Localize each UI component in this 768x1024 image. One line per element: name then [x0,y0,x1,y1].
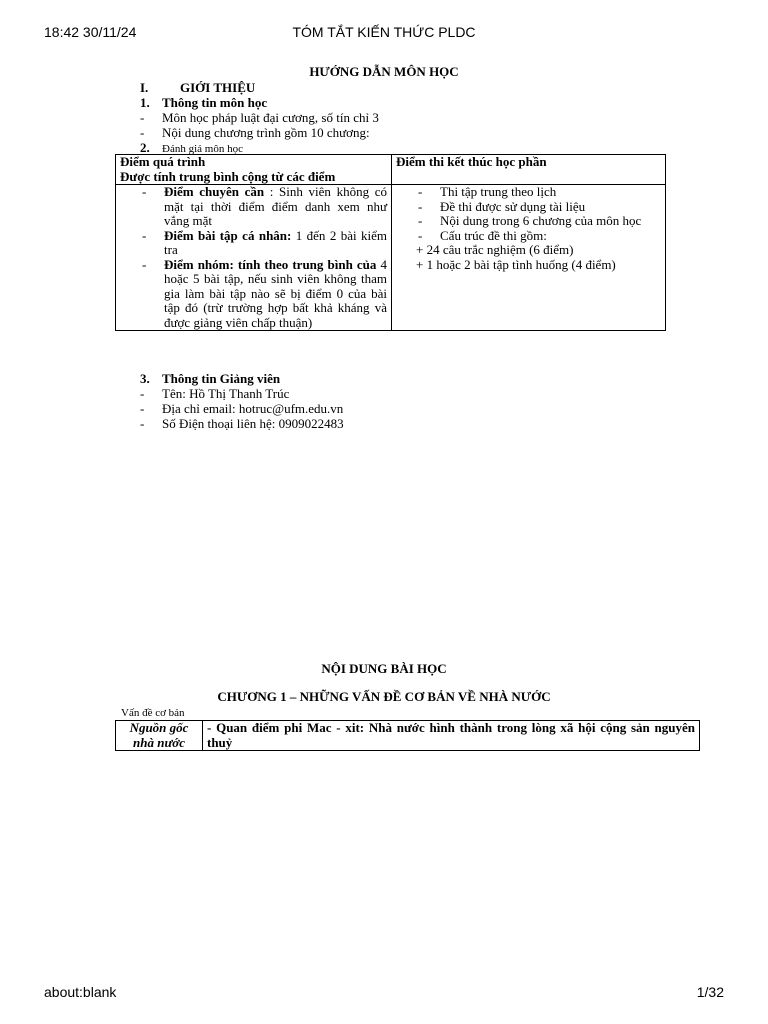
item-1-heading: 1. Thông tin môn học [140,95,268,110]
eval-right-item: - Cấu trúc đề thi gồm: [418,227,547,243]
lecturer-email: - Địa chỉ email: hotruc@ufm.edu.vn [140,401,344,416]
lecturer-phone: - Số Điện thoại liên hệ: 0909022483 [140,416,344,431]
eval-right-item: - Nội dung trong 6 chương của môn học [418,213,642,228]
eval-right-body [392,185,666,331]
content-row-text: - Quan điểm phi Mac - xit: Nhà nước hình thành trong lòng xã hội cộng sản nguyên thuỷ [203,721,700,751]
eval-left-header: Điểm quá trình Được tính trung bình cộng từ các điểm [116,155,392,185]
eval-right-plus: + 24 câu trắc nghiệm (6 điểm) [416,242,574,257]
content-table [115,720,700,751]
print-page-number: 1/32 [696,984,724,1000]
eval-right-header: Điểm thi kết thúc học phần [392,155,666,185]
lecturer-name: - Tên: Hồ Thị Thanh Trúc [140,386,290,401]
item-1-line-1: - Môn học pháp luật đại cương, số tín chỉ 3 [140,110,379,125]
print-page-title: TÓM TẮT KIẾN THỨC PLDC [292,24,476,40]
item-1-line-2: - Nội dung chương trình gồm 10 chương: [140,125,370,140]
eval-left-item: - Điểm chuyên cần : Sinh viên không có mặt tại thời điểm điểm danh xem như vắng mặt [142,184,387,228]
chapter-title: CHƯƠNG 1 – NHỮNG VẤN ĐỀ CƠ BẢN VỀ NHÀ NƯỚC [217,689,551,704]
guide-title: HƯỚNG DẪN MÔN HỌC [309,64,459,79]
print-datetime: 18:42 30/11/24 [44,24,137,40]
evaluation-table [115,154,666,331]
section-1-heading: I. GIỚI THIỆU [140,80,256,95]
print-url: about:blank [44,984,117,1000]
eval-left-item: - Điểm nhóm: tính theo trung bình của 4 hoặc 5 bài tập, nếu sinh viên không tham gia làm bài tập nào sẽ bị điểm 0 của bài tập đó (trừ trường hợp bất khả kháng và được giảng viên chấp thuận) [142,256,388,330]
content-row-label: Nguồn gốc nhà nước [116,721,203,751]
table-caption: Vấn đề cơ bản [121,707,185,719]
eval-right-item: - Đề thi được sử dụng tài liệu [418,198,586,214]
item-2-heading: 2. Đánh giá môn học [140,140,243,155]
content-title: NỘI DUNG BÀI HỌC [321,661,447,676]
item-3-heading: 3. Thông tin Giảng viên [140,371,281,386]
eval-left-item: - Điểm bài tập cá nhân: 1 đến 2 bài kiểm tra [142,227,387,257]
eval-left-body [116,185,392,331]
eval-right-plus: + 1 hoặc 2 bài tập tình huống (4 điểm) [416,256,616,272]
eval-right-item: - Thi tập trung theo lịch [418,184,557,199]
